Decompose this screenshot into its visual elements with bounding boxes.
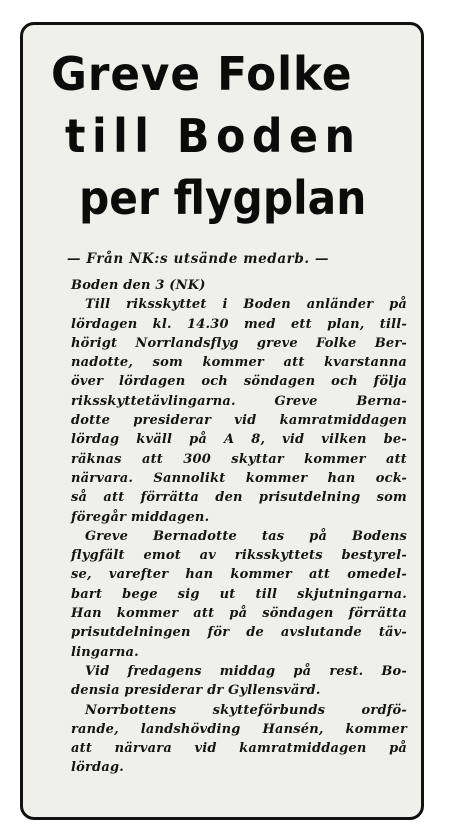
- newspaper-clipping: [20, 22, 424, 820]
- text-line: lördag kväll på A 8, vid vilken be-: [71, 432, 407, 448]
- text-line: Greve Bernadotte tas på Bodens: [85, 528, 407, 544]
- text-line: rande, landshövding Hansén, kommer: [71, 721, 407, 737]
- text-line: prisutdelningen för de avslutande täv-: [71, 625, 407, 641]
- headline-line-3: per flygplan: [79, 171, 367, 225]
- headline: [45, 47, 411, 225]
- text-line: att närvara vid kamratmiddagen på: [71, 741, 407, 757]
- text-line: riksskyttetävlingarna. Greve Berna-: [71, 393, 407, 409]
- text-line: flygfält emot av riksskyttets bestyrel-: [71, 548, 407, 564]
- text-line: lördagen kl. 14.30 med ett plan, till-: [71, 316, 407, 332]
- text-line: Norrbottens skytteförbunds ordfö-: [85, 702, 407, 718]
- byline: — Från NK:s utsände medarb. —: [67, 251, 330, 267]
- text-line: föregår middagen.: [71, 509, 210, 525]
- paragraph-3: [71, 662, 407, 701]
- text-line: Vid fredagens middag på rest. Bo-: [85, 663, 407, 679]
- headline-line-1: Greve Folke: [51, 47, 353, 101]
- dateline: Boden den 3 (NK): [71, 278, 206, 293]
- article-body: [71, 276, 407, 778]
- text-line: lingarna.: [71, 644, 139, 660]
- text-line: Han kommer att på söndagen förrätta: [71, 606, 407, 622]
- text-line: över lördagen och söndagen och följa: [71, 374, 407, 390]
- text-line: se, varefter han kommer att omedel-: [71, 567, 407, 583]
- text-line: bart bege sig ut till skjutningarna.: [71, 586, 407, 602]
- text-line: densia presiderar dr Gyllensvärd.: [71, 683, 321, 699]
- headline-line-2: till Boden: [65, 109, 362, 163]
- text-line: räknas att 300 skyttar kommer att: [71, 451, 407, 467]
- text-line: närvara. Sannolikt kommer han ock-: [71, 470, 407, 486]
- paragraph-1: [71, 295, 407, 527]
- text-line: dotte presiderar vid kamratmiddagen: [71, 413, 407, 429]
- text-line: nadotte, som kommer att kvarstanna: [71, 355, 407, 371]
- paragraph-2: [71, 527, 407, 662]
- text-line: lördag.: [71, 760, 124, 776]
- paragraph-4: [71, 701, 407, 778]
- text-line: Till riksskyttet i Boden anländer på: [85, 297, 407, 313]
- text-line: hörigt Norrlandsflyg greve Folke Ber-: [71, 335, 407, 351]
- text-line: så att förrätta den prisutdelning som: [71, 490, 407, 506]
